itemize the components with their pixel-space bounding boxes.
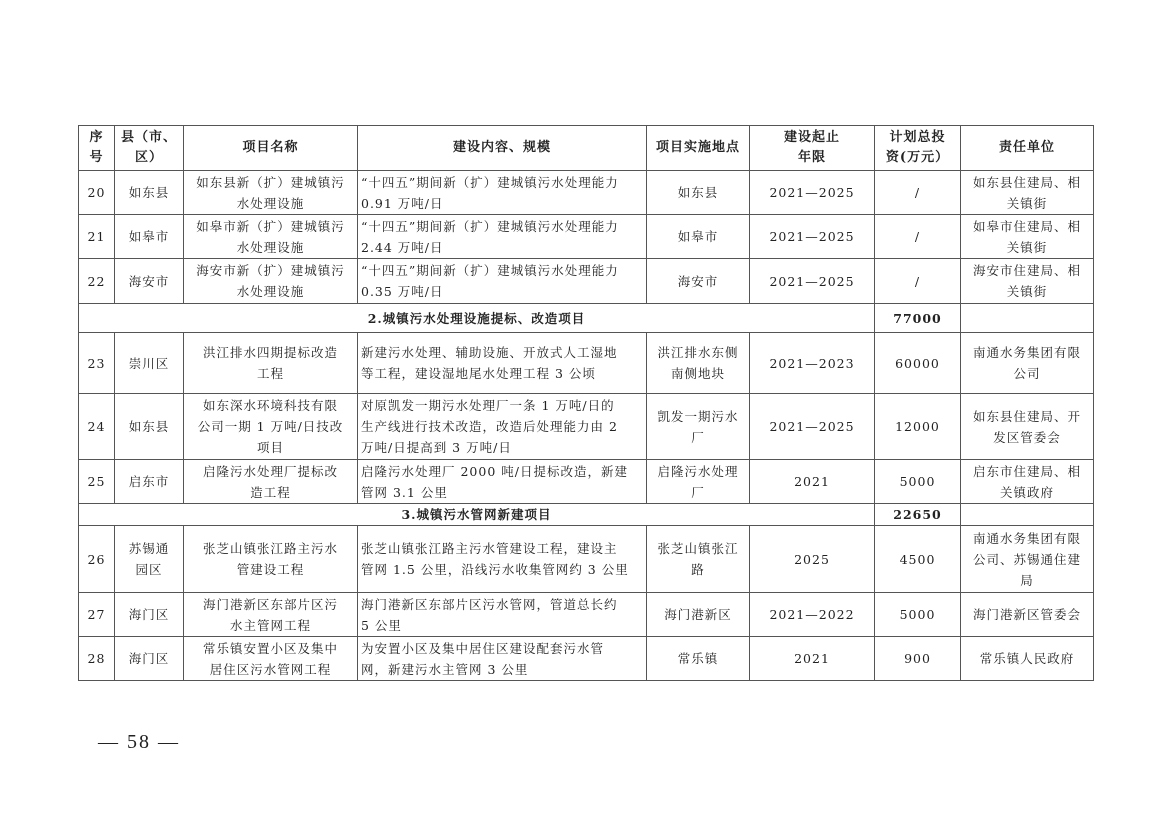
header-period: 建设起止 年限 — [750, 126, 875, 171]
cell-location: 如皋市 — [647, 215, 750, 259]
cell-county: 如皋市 — [115, 215, 184, 259]
cell-content: 海门港新区东部片区污水管网，管道总长约 5 公里 — [358, 593, 647, 637]
cell-unit: 如皋市住建局、相 关镇街 — [961, 215, 1094, 259]
header-unit: 责任单位 — [961, 126, 1094, 171]
cell-no: 27 — [79, 593, 115, 637]
cell-period: 2021—2025 — [750, 394, 875, 460]
cell-name: 如东深水环境科技有限 公司一期 1 万吨/日技改 项目 — [184, 394, 358, 460]
cell-investment: / — [875, 259, 961, 304]
cell-unit: 南通水务集团有限 公司、苏锡通住建 局 — [961, 526, 1094, 593]
cell-investment: / — [875, 215, 961, 259]
cell-location: 张芝山镇张江 路 — [647, 526, 750, 593]
header-county: 县（市、 区） — [115, 126, 184, 171]
table-body — [79, 171, 1094, 681]
cell-investment: 4500 — [875, 526, 961, 593]
table-row — [79, 171, 1094, 215]
cell-name: 海门港新区东部片区污 水主管网工程 — [184, 593, 358, 637]
table-row — [79, 526, 1094, 593]
empty-cell — [961, 304, 1094, 333]
section-row — [79, 304, 1094, 333]
cell-location: 洪江排水东侧 南侧地块 — [647, 333, 750, 394]
cell-name: 如东县新（扩）建城镇污 水处理设施 — [184, 171, 358, 215]
cell-location: 如东县 — [647, 171, 750, 215]
cell-period: 2021 — [750, 637, 875, 681]
cell-county: 海门区 — [115, 593, 184, 637]
header-row — [79, 126, 1094, 171]
cell-no: 21 — [79, 215, 115, 259]
header-name: 项目名称 — [184, 126, 358, 171]
cell-content: 新建污水处理、辅助设施、开放式人工湿地 等工程，建设湿地尾水处理工程 3 公顷 — [358, 333, 647, 394]
cell-no: 20 — [79, 171, 115, 215]
cell-county: 如东县 — [115, 394, 184, 460]
cell-period: 2021—2022 — [750, 593, 875, 637]
empty-cell — [961, 504, 1094, 526]
cell-county: 启东市 — [115, 460, 184, 504]
cell-county: 崇川区 — [115, 333, 184, 394]
cell-no: 28 — [79, 637, 115, 681]
table-row — [79, 215, 1094, 259]
cell-unit: 海安市住建局、相 关镇街 — [961, 259, 1094, 304]
cell-location: 海门港新区 — [647, 593, 750, 637]
cell-no: 25 — [79, 460, 115, 504]
cell-location: 凯发一期污水 厂 — [647, 394, 750, 460]
cell-content: “十四五”期间新（扩）建城镇污水处理能力 2.44 万吨/日 — [358, 215, 647, 259]
cell-investment: / — [875, 171, 961, 215]
cell-name: 如皋市新（扩）建城镇污 水处理设施 — [184, 215, 358, 259]
cell-content: 为安置小区及集中居住区建设配套污水管 网，新建污水主管网 3 公里 — [358, 637, 647, 681]
cell-investment: 5000 — [875, 593, 961, 637]
cell-period: 2021—2025 — [750, 215, 875, 259]
cell-investment: 12000 — [875, 394, 961, 460]
cell-content: 启隆污水处理厂 2000 吨/日提标改造，新建 管网 3.1 公里 — [358, 460, 647, 504]
header-investment: 计划总投 资(万元） — [875, 126, 961, 171]
page-number: — 58 — — [98, 731, 180, 753]
cell-period: 2025 — [750, 526, 875, 593]
cell-investment: 60000 — [875, 333, 961, 394]
cell-no: 24 — [79, 394, 115, 460]
cell-no: 26 — [79, 526, 115, 593]
cell-unit: 南通水务集团有限 公司 — [961, 333, 1094, 394]
header-content: 建设内容、规模 — [358, 126, 647, 171]
cell-location: 海安市 — [647, 259, 750, 304]
cell-location: 启隆污水处理 厂 — [647, 460, 750, 504]
cell-county: 海安市 — [115, 259, 184, 304]
cell-name: 张芝山镇张江路主污水 管建设工程 — [184, 526, 358, 593]
section-title: 2.城镇污水处理设施提标、改造项目 — [79, 304, 875, 333]
section-title: 3.城镇污水管网新建项目 — [79, 504, 875, 526]
cell-investment: 5000 — [875, 460, 961, 504]
cell-unit: 如东县住建局、相 关镇街 — [961, 171, 1094, 215]
cell-period: 2021 — [750, 460, 875, 504]
cell-name: 洪江排水四期提标改造 工程 — [184, 333, 358, 394]
cell-period: 2021—2025 — [750, 259, 875, 304]
cell-content: 对原凯发一期污水处理厂一条 1 万吨/日的 生产线进行技术改造，改造后处理能力由 2 万吨/日提高到 3 万吨/日 — [358, 394, 647, 460]
cell-unit: 海门港新区管委会 — [961, 593, 1094, 637]
cell-no: 22 — [79, 259, 115, 304]
table-row — [79, 333, 1094, 394]
cell-county: 海门区 — [115, 637, 184, 681]
section-row — [79, 504, 1094, 526]
table-row — [79, 593, 1094, 637]
header-no: 序 号 — [79, 126, 115, 171]
cell-content: 张芝山镇张江路主污水管建设工程，建设主 管网 1.5 公里，沿线污水收集管网约 3 公里 — [358, 526, 647, 593]
cell-unit: 常乐镇人民政府 — [961, 637, 1094, 681]
cell-name: 启隆污水处理厂提标改 造工程 — [184, 460, 358, 504]
cell-no: 23 — [79, 333, 115, 394]
section-investment: 77000 — [875, 304, 961, 333]
cell-county: 如东县 — [115, 171, 184, 215]
project-table — [78, 125, 1094, 681]
cell-period: 2021—2025 — [750, 171, 875, 215]
table-row — [79, 394, 1094, 460]
cell-investment: 900 — [875, 637, 961, 681]
cell-county: 苏锡通 园区 — [115, 526, 184, 593]
cell-name: 海安市新（扩）建城镇污 水处理设施 — [184, 259, 358, 304]
cell-content: “十四五”期间新（扩）建城镇污水处理能力 0.91 万吨/日 — [358, 171, 647, 215]
table-row — [79, 259, 1094, 304]
header-location: 项目实施地点 — [647, 126, 750, 171]
table-row — [79, 637, 1094, 681]
table-row — [79, 460, 1094, 504]
cell-content: “十四五”期间新（扩）建城镇污水处理能力 0.35 万吨/日 — [358, 259, 647, 304]
section-investment: 22650 — [875, 504, 961, 526]
cell-unit: 如东县住建局、开 发区管委会 — [961, 394, 1094, 460]
cell-name: 常乐镇安置小区及集中 居住区污水管网工程 — [184, 637, 358, 681]
cell-period: 2021—2023 — [750, 333, 875, 394]
cell-location: 常乐镇 — [647, 637, 750, 681]
cell-unit: 启东市住建局、相 关镇政府 — [961, 460, 1094, 504]
